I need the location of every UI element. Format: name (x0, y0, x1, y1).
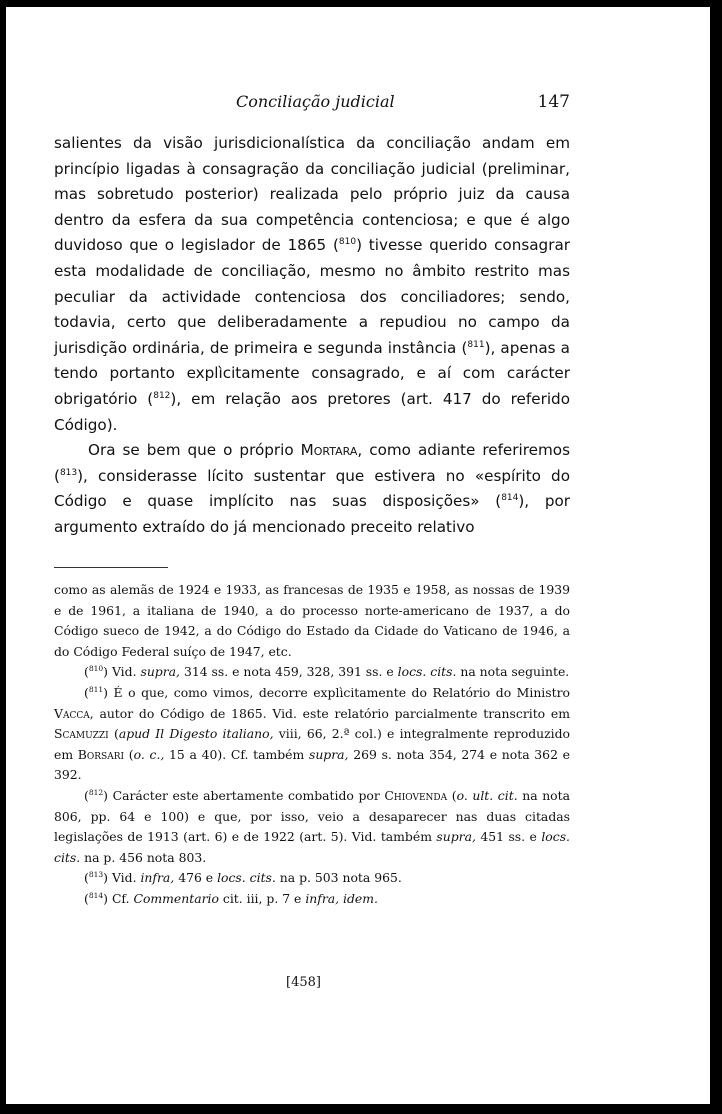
author-name: Mortara (300, 441, 358, 460)
running-title: Conciliação judicial (236, 92, 395, 111)
footnote-ref: 810 (338, 237, 357, 248)
footnote-ref: 811 (467, 339, 485, 350)
page-number: 147 (537, 92, 570, 112)
running-head (54, 92, 570, 116)
footnote-813: ($^{813}$) Vid. infra, 476 e locs. cits. na p. 503 nota 965. (84, 870, 402, 886)
paragraph: Ora se bem que o próprio Mortara, como adiante referiremos ($^{813}$), considerasse lícito sustentar que estivera no «espírito do Código e quase implícito nas suas disposições» ($^{814}$), por argumento extraído do já mencionado preceito relativo (54, 441, 570, 536)
footnote-ref: 813 (59, 467, 78, 478)
footnote-continuation: como as alemãs de 1924 e 1933, as francesas de 1935 e 1958, as nossas de 1939 e de 1961, a italiana de 1940, a do processo norte-americano de 1937, a do Código sueco de 1942, a do Código do Estado da Cidade do Vaticano de 1946, a do Código Federal suíço de 1947, etc. (54, 582, 570, 659)
body-text (54, 131, 570, 541)
footnote-814: ($^{814}$) Cf. Commentario cit. iii, p. 7 e infra, idem. (84, 890, 378, 906)
footnote-ref: 812 (153, 390, 171, 401)
footnotes (54, 580, 570, 910)
footnote-810: ($^{810}$) Vid. supra, 314 ss. e nota 459, 328, 391 ss. e locs. cits. na nota seguinte. (84, 664, 570, 680)
folio: [458] (286, 975, 321, 990)
footnote-811: ($^{811}$) É o que, como vimos, decorre explìcitamente do Relatório do Ministro Vacca, autor do Código de 1865. Vid. este relatório parcialmente transcrito em Scamuzzi (apud Il Digesto italiano, viii, 66, 2.ª col.) e integralmente reproduzido em Borsari (o. c., 15 a 40). Cf. também supra, 269 s. nota 354, 274 e nota 362 e 392. (54, 684, 570, 783)
footnote-separator (54, 567, 168, 568)
paragraph: salientes da visão jurisdicionalística da conciliação andam em princípio ligadas à consagração da conciliação judicial (preliminar, mas sobretudo posterior) realizada pelo próprio juiz da causa dentro da esfera da sua competência contenciosa; e que é algo duvidoso que o legislador de 1865 ($^{810}$) tivesse querido consagrar esta modalidade de conciliação, mesmo no âmbito restrito mas peculiar da actividade contenciosa dos conciliadores; sendo, todavia, certo que deliberadamente a repudiou no campo da jurisdição ordinária, de primeira e segunda instância ($^{811}$), apenas a tendo portanto explìcitamente consagrado, e aí com carácter obrigatório ($^{812}$), em relação aos pretores (art. 417 do referido Código). (54, 134, 570, 434)
footnote-812: ($^{812}$) Carácter este abertamente combatido por Chiovenda (o. ult. cit. na nota 806, pp. 64 e 100) e que, por isso, veio a desaparecer nas duas citadas legislações de 1913 (art. 6) e de 1922 (art. 5). Vid. também supra, 451 ss. e locs. cits. na p. 456 nota 803. (54, 787, 571, 865)
footnote-ref: 814 (501, 493, 519, 504)
